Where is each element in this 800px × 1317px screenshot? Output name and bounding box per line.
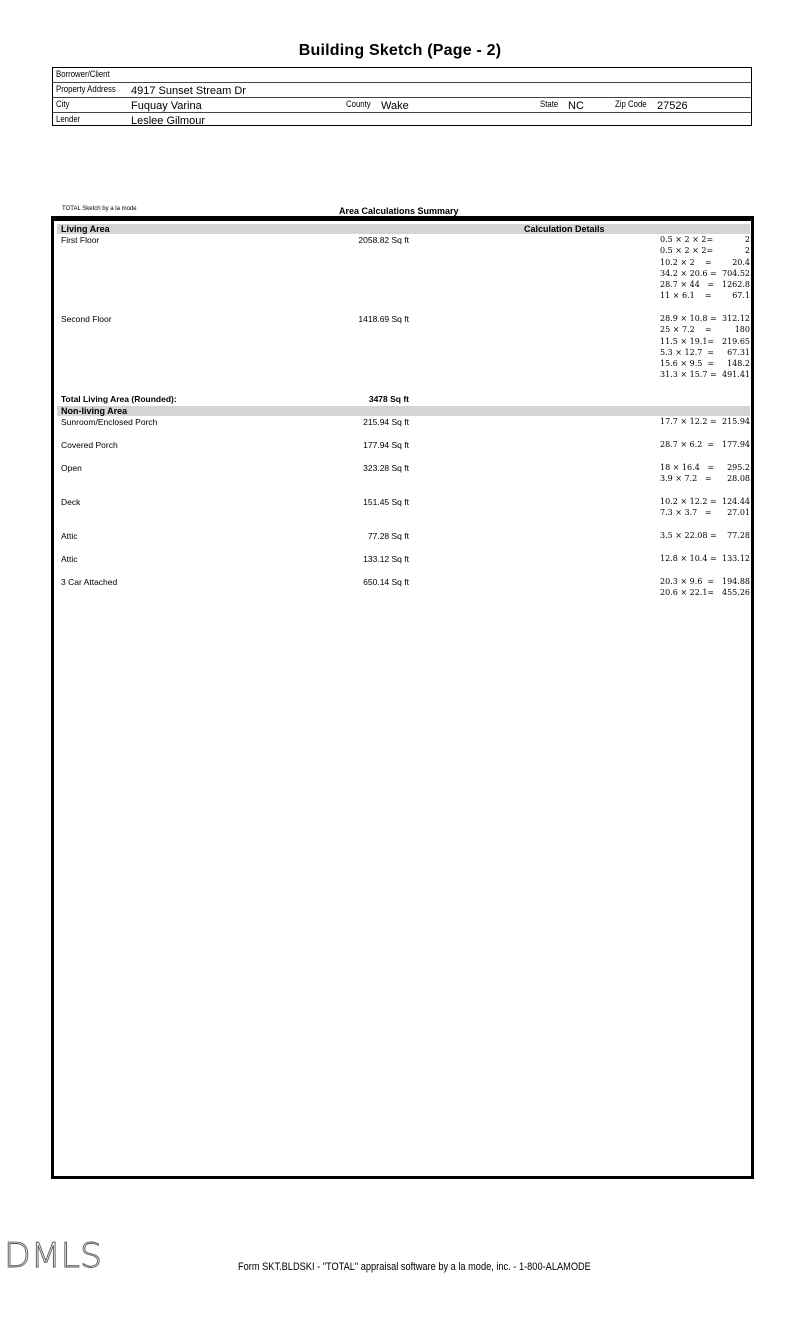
address-value: 4917 Sunset Stream Dr [131,85,246,97]
city-label: City [56,99,70,110]
calc-line [660,473,750,484]
calc-expression: 3.5 × 22.08 = [660,531,717,540]
city-row [53,98,751,113]
calc-expression: 28.9 × 10.8 = [660,314,717,323]
calc-expression: 20.6 × 22.1= [660,588,715,598]
zip-label: Zip Code [615,99,647,110]
area-value: 77.28 Sq ft [367,531,409,541]
area-value: 2058.82 Sq ft [358,235,409,245]
calc-line [660,245,750,256]
calc-result: 148.2 [727,359,750,369]
calc-line [660,587,750,598]
calc-result: 27.01 [727,508,750,518]
calc-expression: 7.3 × 3.7 = [660,508,712,518]
calc-expression: 11.5 × 19.1= [660,336,715,346]
calc-details [660,576,750,599]
calc-expression: 11 × 6.1 = [660,291,712,301]
calc-line [660,336,750,347]
calc-line [660,313,750,324]
calc-expression: 25 × 7.2 = [660,325,712,335]
area-value: 323.28 Sq ft [363,463,409,473]
page-title: Building Sketch (Page - 2) [298,42,502,59]
calc-details [660,496,750,519]
area-value: 215.94 Sq ft [363,417,409,427]
calc-expression: 28.7 × 44 = [660,280,715,290]
calc-result: 215.94 [722,417,750,426]
sketch-caption: TOTAL Sketch by a la mode [62,206,137,212]
calc-line [660,576,750,587]
calc-expression: 0.5 × 2 × 2= [660,246,714,256]
calc-line [660,496,750,507]
calc-result: 180 [734,325,750,335]
calc-line [660,439,750,450]
state-value: NC [568,100,584,112]
subject-header [52,67,752,126]
borrower-label: Borrower/Client [56,69,110,80]
total-living-label: Total Living Area (Rounded): [61,394,177,404]
calc-details [660,553,750,564]
calc-line [660,257,750,268]
area-name: Attic [61,531,78,541]
calc-line [660,358,750,369]
nonliving-area-band [57,406,750,416]
calc-result: 67.1 [732,291,750,301]
area-value: 1418.69 Sq ft [358,314,409,324]
calc-line [660,347,750,358]
calc-expression: 18 × 16.4 = [660,463,715,472]
form-footer: Form SKT.BLDSKI - "TOTAL" appraisal software by a la mode, inc. - 1-800-ALAMODE [238,1261,591,1273]
calc-expression: 17.7 × 12.2 = [660,417,717,426]
lender-label: Lender [56,114,81,125]
calc-result: 177.94 [722,440,750,449]
calc-details [660,416,750,427]
zip-value: 27526 [657,100,688,112]
calc-result: 2 [744,235,750,244]
area-name: Second Floor [61,314,112,324]
calc-result: 704.52 [722,268,750,278]
area-name: 3 Car Attached [61,577,118,587]
area-name: Open [61,463,82,473]
calc-line [660,507,750,518]
calc-details [660,234,750,302]
calc-line [660,530,750,541]
calc-line [660,234,750,245]
calc-line [660,290,750,301]
borrower-row [53,68,751,83]
calculation-details-header: Calculation Details [524,224,605,234]
calc-result: 491.41 [722,370,750,380]
calc-expression: 34.2 × 20.6 = [660,268,717,278]
calc-expression: 3.9 × 7.2 = [660,474,712,484]
calc-result: 194.88 [722,577,750,586]
calc-line [660,279,750,290]
area-name: Deck [61,497,81,507]
calc-result: 219.65 [722,336,750,346]
calc-expression: 10.2 × 2 = [660,257,712,267]
address-row [53,83,751,98]
area-value: 151.45 Sq ft [363,497,409,507]
city-value: Fuquay Varina [131,100,202,112]
calc-result: 133.12 [722,554,750,563]
area-name: First Floor [61,235,100,245]
calc-expression: 10.2 × 12.2 = [660,497,717,506]
calc-expression: 20.3 × 9.6 = [660,577,715,586]
calc-result: 1262.8 [722,280,750,290]
calc-details [660,313,750,381]
summary-title: Area Calculations Summary [339,206,459,216]
area-name: Covered Porch [61,440,118,450]
area-name: Attic [61,554,78,564]
calc-line [660,268,750,279]
total-living-value: 3478 Sq ft [368,394,409,404]
calc-result: 124.44 [722,497,750,506]
calc-line [660,553,750,564]
calc-line [660,416,750,427]
calc-expression: 28.7 × 6.2 = [660,440,715,449]
address-label: Property Address [56,84,116,95]
living-area-header: Living Area [61,224,110,234]
calc-result: 312.12 [722,314,750,323]
calc-line [660,324,750,335]
dmls-logo [4,1236,104,1272]
calc-details [660,462,750,485]
calc-result: 77.28 [727,531,750,540]
lender-value: Leslee Gilmour [131,115,205,127]
area-summary-box [51,216,754,1179]
calc-result: 295.2 [727,463,750,472]
lender-row [53,113,751,128]
calc-expression: 15.6 × 9.5 = [660,359,715,369]
calc-result: 455.26 [722,588,750,598]
calc-expression: 31.3 × 15.7 = [660,370,717,380]
area-value: 177.94 Sq ft [363,440,409,450]
calc-result: 2 [744,246,750,256]
calc-line [660,462,750,473]
state-label: State [540,99,559,110]
calc-details [660,530,750,541]
nonliving-area-header: Non-living Area [61,406,128,416]
county-label: County [346,99,371,110]
area-value: 133.12 Sq ft [363,554,409,564]
calc-line [660,369,750,380]
county-value: Wake [381,100,409,112]
logo-text: DMLS [4,1236,102,1272]
calc-expression: 0.5 × 2 × 2= [660,235,714,244]
area-value: 650.14 Sq ft [363,577,409,587]
calc-result: 20.4 [732,257,750,267]
area-name: Sunroom/Enclosed Porch [61,417,158,427]
calc-result: 28.08 [727,474,750,484]
living-area-band [57,224,750,234]
calc-details [660,439,750,450]
calc-result: 67.31 [727,347,750,357]
calc-expression: 5.3 × 12.7 = [660,347,715,357]
calc-expression: 12.8 × 10.4 = [660,554,717,563]
